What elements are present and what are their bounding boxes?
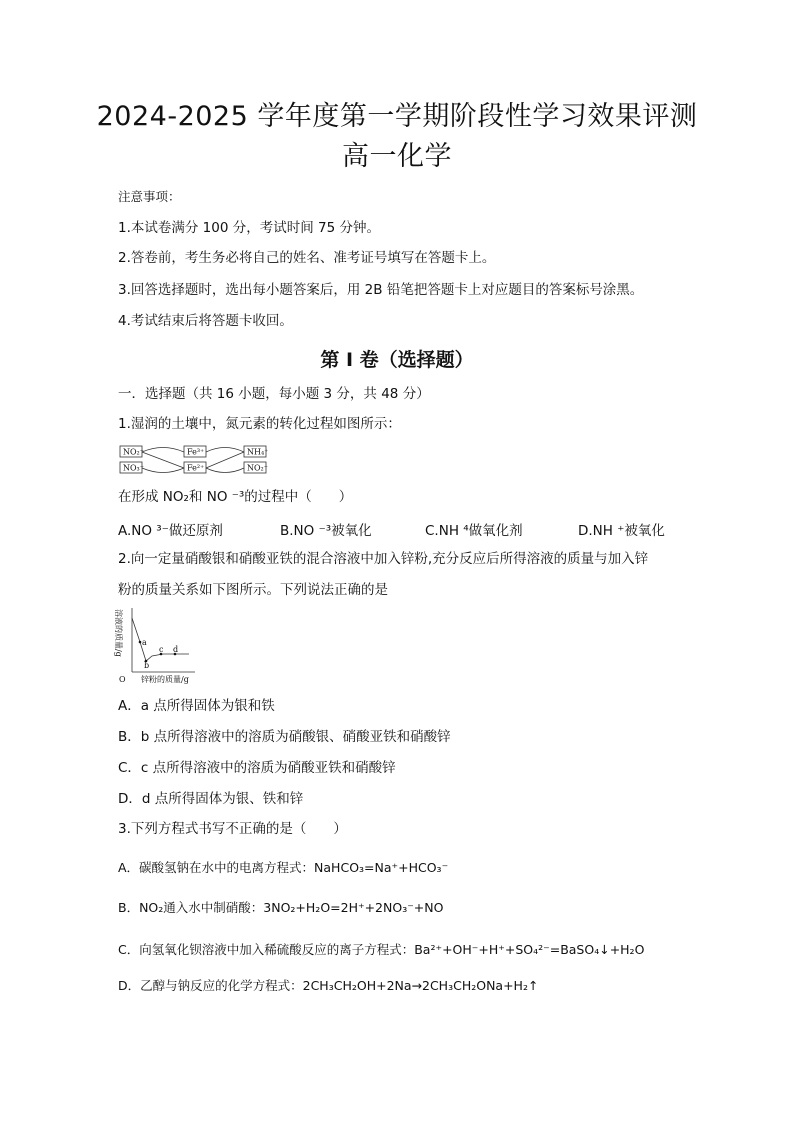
q2-option-b: B．b 点所得溶液中的溶质为硝酸银、硝酸亚铁和硝酸锌	[118, 729, 451, 745]
curve-arrow-bottom-left	[142, 468, 184, 473]
chart-label-d: d	[173, 645, 179, 654]
q2-option-d: D．d 点所得固体为银、铁和锌	[118, 791, 304, 807]
q2-stem-line1: 2.向一定量硝酸银和硝酸亚铁的混合溶液中加入锌粉,充分反应后所得溶液的质量与加入锌	[118, 551, 649, 567]
note-item-1: 1.本试卷满分 100 分，考试时间 75 分钟。	[118, 220, 380, 236]
chart-label-c: c	[159, 645, 164, 654]
diagram-box-mid-bottom: Fe²⁺	[187, 463, 205, 473]
curve-arrow-bottom-right	[206, 468, 244, 473]
nitrogen-cycle-diagram	[118, 443, 278, 477]
q3-stem: 3.下列方程式书写不正确的是（ ）	[118, 821, 347, 837]
diagram-box-mid-top: Fe³⁺	[187, 447, 205, 457]
chart-ylabel: 溶液的质量/g	[114, 609, 123, 657]
chart-label-a: a	[142, 638, 147, 647]
chart-label-b: b	[144, 661, 150, 670]
q3-option-b: B．NO₂通入水中制硝酸：3NO₂+H₂O=2H⁺+2NO₃⁻+NO	[118, 900, 444, 915]
q2-stem-line2: 粉的质量关系如下图所示。下列说法正确的是	[118, 582, 388, 598]
diagram-box-right-top: NH₄⁺	[247, 447, 269, 457]
note-item-3: 3.回答选择题时，选出每小题答案后，用 2B 铅笔把答题卡上对应题目的答案标号涂黑。	[118, 282, 644, 298]
diagram-box-left-bottom: NO₃⁻	[123, 463, 144, 473]
section-intro: 一．选择题（共 16 小题，每小题 3 分，共 48 分）	[118, 386, 430, 402]
q3-option-c: C．向氢氧化钡溶液中加入稀硫酸反应的离子方程式：Ba²⁺+OH⁻+H⁺+SO₄²⁻=BaSO₄↓+H₂O	[118, 942, 645, 957]
chart-point-a	[139, 641, 142, 644]
q2-option-a: A．a 点所得固体为银和铁	[118, 698, 275, 714]
q2-option-c: C．c 点所得溶液中的溶质为硝酸亚铁和硝酸锌	[118, 760, 396, 776]
q1-option-d: D.NH ⁺被氧化	[578, 523, 665, 539]
chart-origin: O	[119, 675, 126, 684]
q3-option-d: D．乙醇与钠反应的化学方程式：2CH₃CH₂OH+2Na→2CH₃CH₂ONa+H₂↑	[118, 978, 539, 993]
chart-xlabel: 锌粉的质量/g	[141, 675, 189, 684]
cross-arrow-left	[142, 452, 184, 468]
q1-option-c: C.NH ⁴做氧化剂	[425, 523, 523, 539]
q1-option-b: B.NO ⁻³被氧化	[280, 523, 372, 539]
diagram-box-right-bottom: NO₂⁻	[247, 463, 268, 473]
q1-stem: 1.湿润的土壤中，氮元素的转化过程如图所示：	[118, 416, 401, 432]
exam-title-line2: 高一化学	[342, 141, 452, 172]
diagram-box-left-top: NO₂⁻	[123, 447, 144, 457]
curve-arrow-top-right	[206, 448, 244, 453]
exam-title-line1: 2024-2025 学年度第一学期阶段性学习效果评测	[96, 101, 698, 132]
note-item-2: 2.答卷前，考生务必将自己的姓名、准考证号填写在答题卡上。	[118, 250, 496, 266]
q1-option-a: A.NO ³⁻做还原剂	[118, 523, 223, 539]
cross-arrow-right	[206, 452, 244, 468]
curve-arrow-top-left	[142, 448, 184, 453]
notes-heading: 注意事项：	[118, 189, 181, 204]
zinc-mass-chart	[115, 604, 200, 686]
section-title: 第 I 卷（选择题）	[320, 349, 474, 371]
q1-sub-stem: 在形成 NO₂和 NO ⁻³的过程中（ ）	[118, 489, 353, 505]
note-item-4: 4.考试结束后将答题卡收回。	[118, 313, 293, 329]
q3-option-a: A．碳酸氢钠在水中的电离方程式：NaHCO₃=Na⁺+HCO₃⁻	[118, 860, 449, 875]
